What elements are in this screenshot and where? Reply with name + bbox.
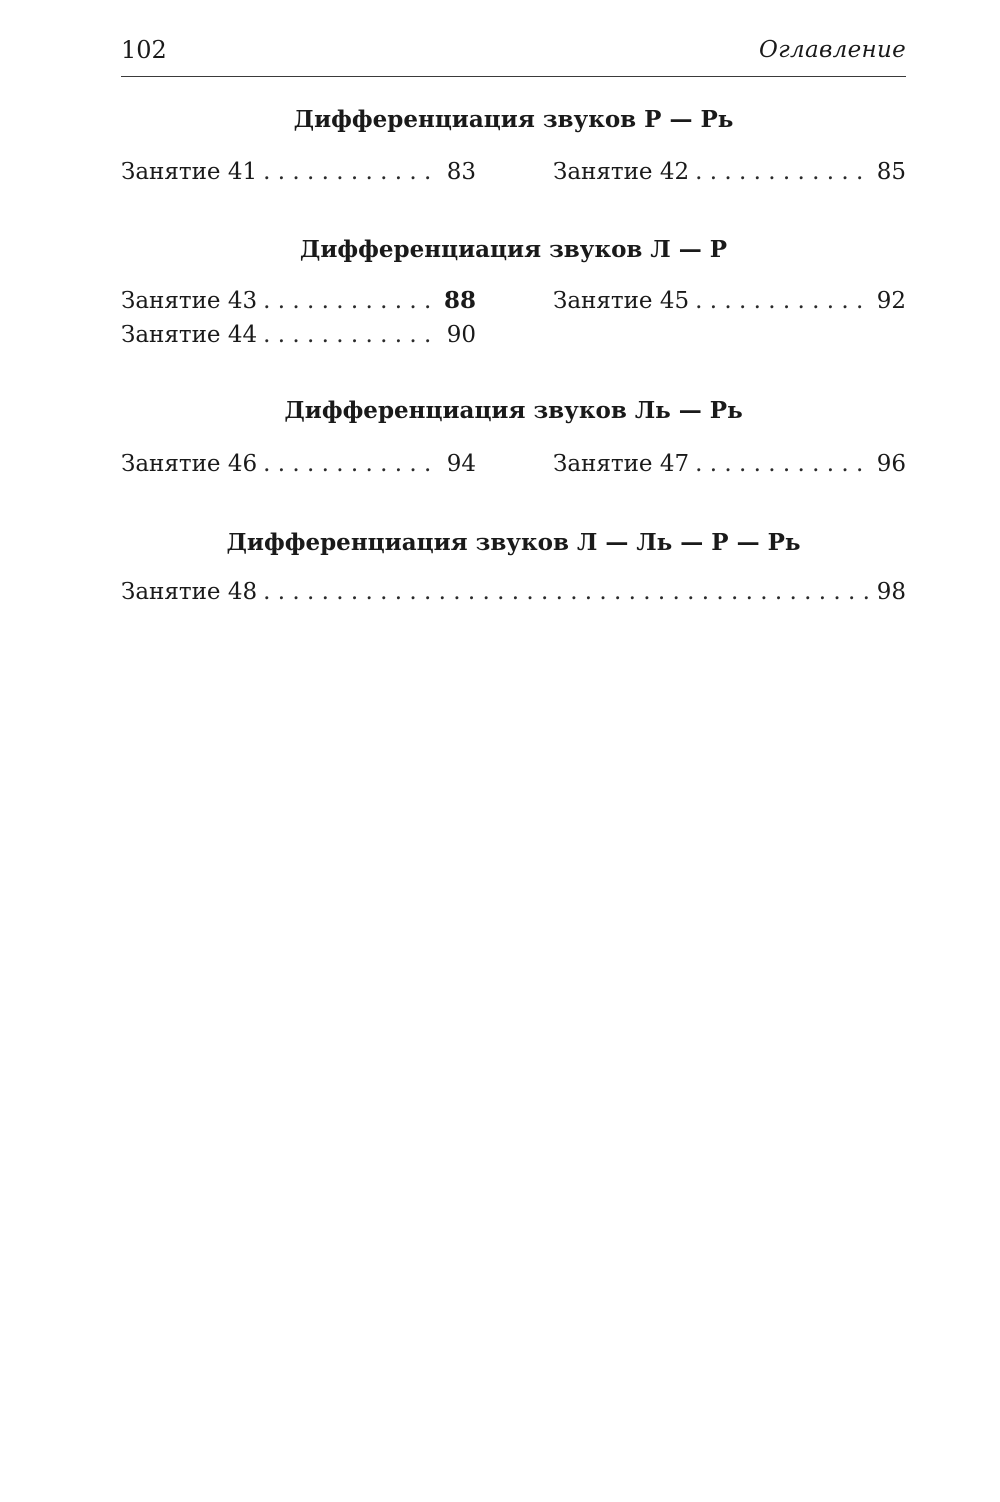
toc-entry[interactable] [121, 319, 476, 351]
toc-entry[interactable] [553, 156, 906, 188]
dot-leader [263, 156, 440, 188]
running-head [121, 34, 906, 68]
entry-page-number: 92 [876, 288, 906, 314]
entry-page-number: 94 [446, 451, 476, 477]
toc-entry[interactable] [121, 285, 476, 317]
toc-entry[interactable] [553, 448, 906, 480]
dot-leader [695, 448, 870, 480]
toc-entry[interactable] [553, 285, 906, 317]
entry-label: Занятие 41 [121, 159, 258, 185]
dot-leader [263, 319, 440, 351]
entry-label: Занятие 45 [553, 288, 690, 314]
entry-page-number: 88 [443, 287, 476, 314]
toc-entry[interactable] [121, 576, 906, 608]
section-title: Дифференциация звуков Ль — Рь [284, 397, 743, 424]
section-title: Дифференциация звуков Л — Ль — Р — Рь [226, 529, 801, 556]
entry-label: Занятие 42 [553, 159, 690, 185]
page-number: 102 [121, 36, 167, 64]
entry-page-number: 96 [876, 451, 906, 477]
dot-leader [263, 576, 870, 608]
dot-leader [263, 448, 440, 480]
dot-leader [263, 285, 437, 317]
entry-page-number: 83 [446, 159, 476, 185]
running-head-title: Оглавление [758, 37, 906, 63]
entry-page-number: 90 [446, 322, 476, 348]
toc-entry[interactable] [121, 448, 476, 480]
section-title: Дифференциация звуков Р — Рь [293, 106, 734, 133]
dot-leader [695, 156, 870, 188]
section-title: Дифференциация звуков Л — Р [299, 236, 728, 263]
entry-label: Занятие 44 [121, 322, 258, 348]
toc-entry[interactable] [121, 156, 476, 188]
header-rule [121, 76, 906, 77]
dot-leader [695, 285, 870, 317]
entry-label: Занятие 46 [121, 451, 258, 477]
entry-label: Занятие 47 [553, 451, 690, 477]
entry-label: Занятие 48 [121, 579, 258, 605]
entry-page-number: 98 [876, 579, 906, 605]
entry-page-number: 85 [876, 159, 906, 185]
entry-label: Занятие 43 [121, 288, 258, 314]
